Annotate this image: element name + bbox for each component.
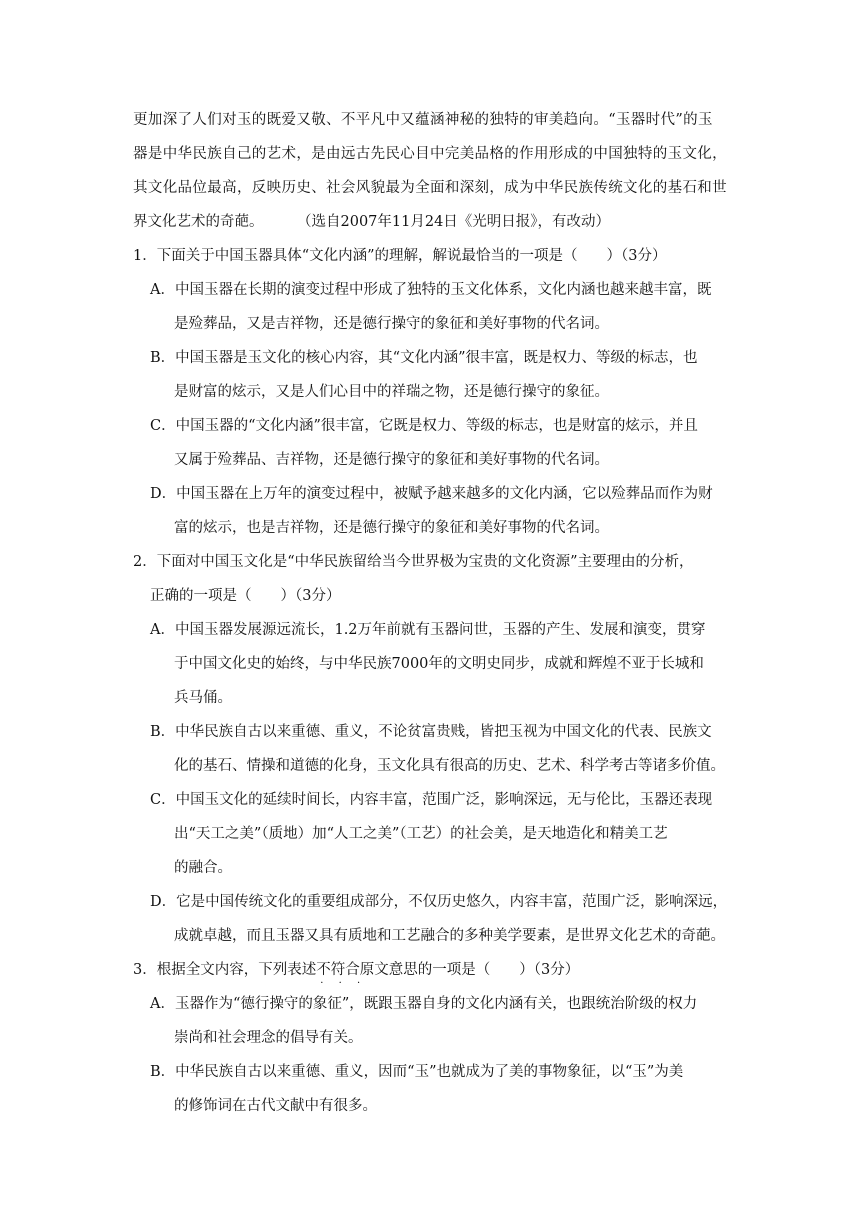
q1-option-d-line-2: 富的炫示，也是吉祥物，还是德行操守的象征和美好事物的代名词。 [174, 520, 609, 536]
q1-option-b-line-2: 是财富的炫示，又是人们心目中的祥瑞之物，还是德行操守的象征。 [174, 384, 609, 400]
q2-option-c-line-3: 的融合。 [174, 860, 232, 876]
passage-line-1: 更加深了人们对玉的既爱又敬、不平凡中又蕴涵神秘的独特的审美趋向。“玉器时代”的玉 [133, 112, 713, 128]
q1-option-a-line-1: A．中国玉器在长期的演变过程中形成了独特的玉文化体系，文化内涵也越来越丰富，既 [150, 282, 712, 298]
q2-option-a-line-1: A．中国玉器发展源远流长，1.2万年前就有玉器问世，玉器的产生、发展和演变，贯穿 [150, 622, 706, 638]
q1-option-a-line-2: 是殓葬品，又是吉祥物，还是德行操守的象征和美好事物的代名词。 [174, 316, 609, 332]
q2-option-c-line-2: 出“天工之美”（质地）加“人工之美”（工艺）的社会美，是天地造化和精美工艺 [174, 826, 668, 842]
passage-line-3: 其文化品位最高，反映历史、社会风貌最为全面和深刻，成为中华民族传统文化的基石和世 [133, 180, 727, 196]
passage-source: （选自2007年11月24日《光明日报》，有改动） [297, 214, 611, 230]
q1-stem: 1．下面关于中国玉器具体“文化内涵”的理解，解说最恰当的一项是（ ）（3分） [133, 248, 667, 264]
q2-option-c-line-1: C．中国玉文化的延续时间长，内容丰富，范围广泛，影响深远，无与伦比，玉器还表现 [150, 792, 713, 808]
q3-stem-after: 原文意思的一项是（ ）（3分） [359, 962, 580, 978]
q3-option-b-line-2: 的修饰词在古代文献中有很多。 [174, 1098, 377, 1114]
q1-option-c-line-1: C．中国玉器的“文化内涵”很丰富，它既是权力、等级的标志，也是财富的炫示，并且 [150, 418, 698, 434]
q3-stem-emphasis: 不符合 · · · [316, 960, 360, 980]
q2-option-a-line-2: 于中国文化史的始终，与中华民族7000年的文明史同步，成就和辉煌不亚于长城和 [174, 656, 704, 672]
passage-line-2: 器是中华民族自己的艺术，是由远古先民心目中完美品格的作用形成的中国独特的玉文化， [133, 146, 727, 162]
q1-option-d-line-1: D．中国玉器在上万年的演变过程中，被赋予越来越多的文化内涵，它以殓葬品而作为财 [150, 486, 713, 502]
q3-stem [133, 960, 579, 980]
q3-option-a-line-1: A．玉器作为“德行操守的象征”，既跟玉器自身的文化内涵有关，也跟统治阶级的权力 [150, 996, 698, 1012]
passage-line-4: 界文化艺术的奇葩。 [133, 214, 264, 230]
q3-option-b-line-1: B．中华民族自古以来重德、重义，因而“玉”也就成为了美的事物象征，以“玉”为美 [150, 1064, 684, 1080]
q2-option-d-line-1: D．它是中国传统文化的重要组成部分，不仅历史悠久，内容丰富，范围广泛，影响深远， [150, 894, 728, 910]
q2-option-d-line-2: 成就卓越，而且玉器又具有质地和工艺融合的多种美学要素，是世界文化艺术的奇葩。 [174, 928, 725, 944]
q2-option-b-line-2: 化的基石、情操和道德的化身，玉文化具有很高的历史、艺术、科学考古等诸多价值。 [174, 758, 725, 774]
q2-stem-line-1: 2．下面对中国玉文化是“中华民族留给当今世界极为宝贵的文化资源”主要理由的分析， [133, 554, 694, 570]
q3-option-a-line-2: 崇尚和社会理念的倡导有关。 [174, 1030, 363, 1046]
q2-stem-line-2: 正确的一项是（ ）（3分） [150, 588, 341, 604]
q1-option-b-line-1: B．中国玉器是玉文化的核心内容，其“文化内涵”很丰富，既是权力、等级的标志，也 [150, 350, 698, 366]
q2-option-b-line-1: B．中华民族自古以来重德、重义，不论贫富贵贱，皆把玉视为中国文化的代表、民族文 [150, 724, 712, 740]
q3-stem-before: 3．根据全文内容，下列表述 [133, 962, 317, 978]
q1-option-c-line-2: 又属于殓葬品、吉祥物，还是德行操守的象征和美好事物的代名词。 [174, 452, 609, 468]
q2-option-a-line-3: 兵马俑。 [174, 690, 232, 706]
